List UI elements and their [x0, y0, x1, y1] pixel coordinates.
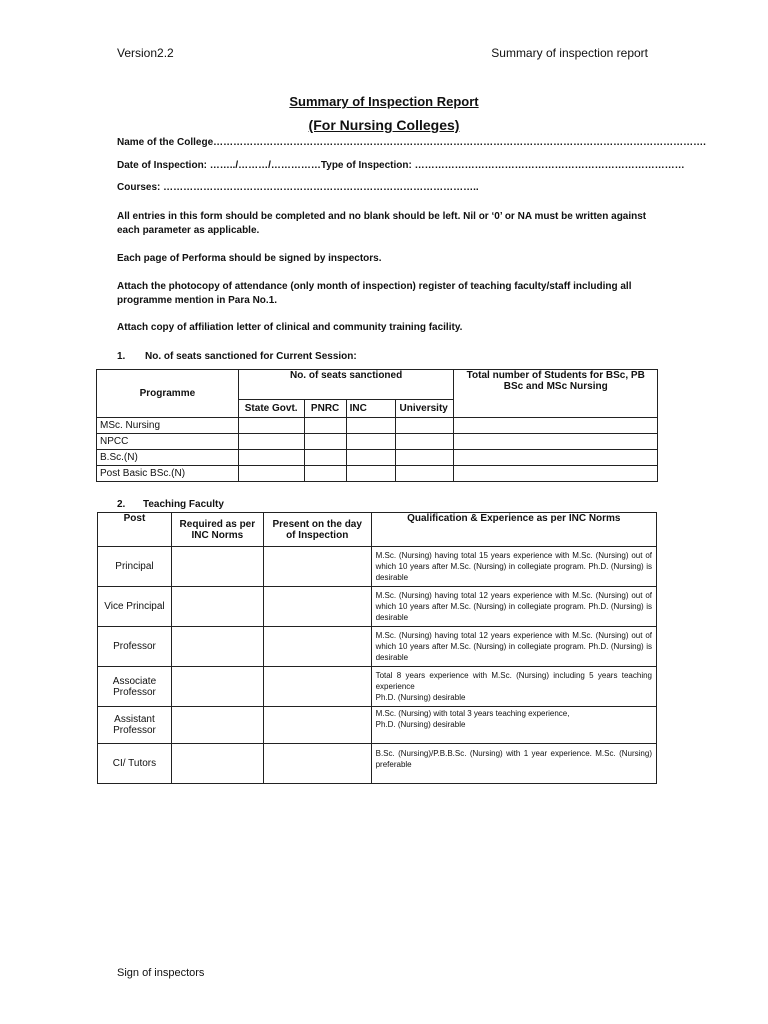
qualification-text	[371, 627, 656, 667]
qualification-text	[371, 707, 656, 744]
pnrc-header: PNRC	[304, 400, 346, 418]
qualification-line: Ph.D. (Nursing) desirable	[375, 720, 466, 729]
required-header: Required as per INC Norms	[171, 513, 263, 547]
state-govt-cell[interactable]	[238, 450, 304, 466]
instruction-signing: Each page of Performa should be signed by inspectors.	[117, 253, 382, 264]
qualification-line: M.Sc. (Nursing) having total 15 years experience with M.Sc. (Nursing) out of which 10 years after M.Sc. (Nursing) in collegiate program. Ph.D. (Nursing) is desirable	[375, 551, 652, 582]
programme-name: Post Basic BSc.(N)	[97, 466, 239, 482]
table-row	[98, 667, 657, 707]
seats-sanctioned-header: No. of seats sanctioned	[238, 370, 454, 400]
qualification-line: M.Sc. (Nursing) having total 12 years experience with M.Sc. (Nursing) out of which 10 years after M.Sc. (Nursing) in collegiate program. Ph.D. (Nursing) is desirable	[375, 631, 652, 662]
instruction-attendance: Attach the photocopy of attendance (only month of inspection) register of teaching faculty/staff including all programme mention in Para No.1.	[117, 281, 632, 306]
post-name: Professor	[98, 627, 172, 667]
inc-cell[interactable]	[346, 450, 396, 466]
present-cell[interactable]	[263, 627, 371, 667]
page-subtitle: (For Nursing Colleges)	[308, 117, 460, 133]
post-name: CI/ Tutors	[98, 744, 172, 784]
pnrc-cell[interactable]	[304, 434, 346, 450]
section2-number: 2.	[117, 499, 126, 510]
courses-field: Courses: …………………………………………………………………………………..	[117, 182, 479, 193]
present-header: Present on the day of Inspection	[263, 513, 371, 547]
required-cell[interactable]	[171, 547, 263, 587]
programme-name: NPCC	[97, 434, 239, 450]
section1-title: No. of seats sanctioned for Current Session:	[145, 351, 357, 362]
table-row	[97, 418, 658, 434]
inc-cell[interactable]	[346, 434, 396, 450]
qualification-line: B.Sc. (Nursing)/P.B.B.Sc. (Nursing) with 1 year experience. M.Sc. (Nursing) preferable	[375, 749, 652, 769]
inc-cell[interactable]	[346, 466, 396, 482]
required-cell[interactable]	[171, 744, 263, 784]
total-students-cell[interactable]	[454, 466, 658, 482]
report-label: Summary of inspection report	[491, 46, 648, 60]
qualification-header: Qualification & Experience as per INC Norms	[371, 513, 656, 547]
university-cell[interactable]	[396, 434, 454, 450]
post-name: Assistant Professor	[98, 707, 172, 744]
pnrc-cell[interactable]	[304, 466, 346, 482]
programme-name: MSc. Nursing	[97, 418, 239, 434]
version-label: Version2.2	[117, 46, 174, 60]
required-cell[interactable]	[171, 707, 263, 744]
qualification-line: Total 8 years experience with M.Sc. (Nursing) including 5 years teaching experience	[375, 671, 652, 691]
university-cell[interactable]	[396, 450, 454, 466]
state-govt-cell[interactable]	[238, 418, 304, 434]
university-cell[interactable]	[396, 466, 454, 482]
qualification-text	[371, 667, 656, 707]
qualification-text	[371, 547, 656, 587]
inc-header: INC	[346, 400, 396, 418]
programme-header: Programme	[97, 370, 239, 418]
table-row	[97, 466, 658, 482]
state-govt-header: State Govt.	[238, 400, 304, 418]
pnrc-cell[interactable]	[304, 418, 346, 434]
qualification-line: M.Sc. (Nursing) having total 12 years experience with M.Sc. (Nursing) out of which 10 years after M.Sc. (Nursing) in collegiate program. Ph.D. (Nursing) is desirable	[375, 591, 652, 622]
seats-table	[96, 369, 658, 482]
faculty-table	[97, 512, 657, 784]
required-cell[interactable]	[171, 667, 263, 707]
present-cell[interactable]	[263, 707, 371, 744]
table-row	[97, 450, 658, 466]
inspection-date-type-field: Date of Inspection: ……../………/……………Type of Inspection: ………………………………………………………………………	[117, 160, 685, 171]
table-row	[98, 547, 657, 587]
post-header: Post	[98, 513, 172, 547]
present-cell[interactable]	[263, 667, 371, 707]
programme-name: B.Sc.(N)	[97, 450, 239, 466]
post-name: Principal	[98, 547, 172, 587]
post-name: Vice Principal	[98, 587, 172, 627]
college-name-field: Name of the College………………………………………………………………………………………………………………………………….	[117, 137, 706, 148]
pnrc-cell[interactable]	[304, 450, 346, 466]
present-cell[interactable]	[263, 744, 371, 784]
total-students-cell[interactable]	[454, 450, 658, 466]
qualification-line: M.Sc. (Nursing) with total 3 years teaching experience,	[375, 709, 570, 718]
instruction-affiliation: Attach copy of affiliation letter of clinical and community training facility.	[117, 322, 463, 333]
present-cell[interactable]	[263, 547, 371, 587]
qualification-text	[371, 587, 656, 627]
state-govt-cell[interactable]	[238, 434, 304, 450]
qualification-text	[371, 744, 656, 784]
table-row	[97, 434, 658, 450]
inspector-signature-label: Sign of inspectors	[117, 967, 205, 979]
section2-title: Teaching Faculty	[143, 499, 224, 510]
total-students-cell[interactable]	[454, 434, 658, 450]
instruction-entries: All entries in this form should be completed and no blank should be left. Nil or ‘0’ or NA must be written against each parameter as applicable.	[117, 211, 647, 236]
inc-cell[interactable]	[346, 418, 396, 434]
required-cell[interactable]	[171, 627, 263, 667]
qualification-line: Ph.D. (Nursing) desirable	[375, 693, 466, 702]
required-cell[interactable]	[171, 587, 263, 627]
post-name: Associate Professor	[98, 667, 172, 707]
page-title: Summary of Inspection Report	[289, 94, 479, 109]
section1-number: 1.	[117, 351, 126, 362]
present-cell[interactable]	[263, 587, 371, 627]
table-row	[98, 744, 657, 784]
table-row	[98, 707, 657, 744]
table-row	[98, 627, 657, 667]
university-header: University	[396, 400, 454, 418]
university-cell[interactable]	[396, 418, 454, 434]
table-row	[98, 587, 657, 627]
state-govt-cell[interactable]	[238, 466, 304, 482]
total-students-cell[interactable]	[454, 418, 658, 434]
total-students-header: Total number of Students for BSc, PB BSc and MSc Nursing	[454, 370, 658, 418]
